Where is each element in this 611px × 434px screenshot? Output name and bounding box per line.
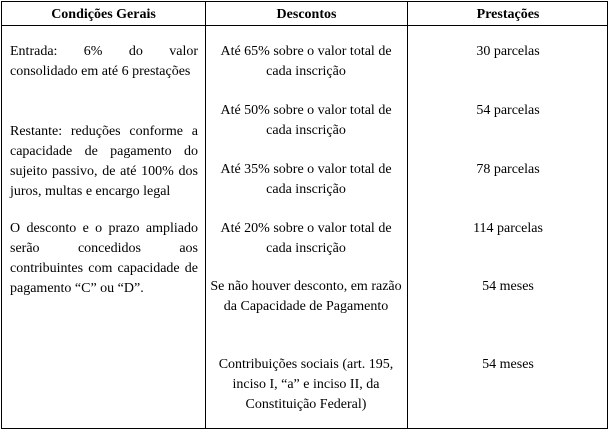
condition-desconto-prazo: O desconto e o prazo ampliado serão concedidos aos contribuintes com capacidade de pagamento “C” ou “D”. [10, 221, 198, 296]
discount-row-2: Até 50% sobre o valor total de cada inscrição [220, 103, 392, 138]
discount-row-1: Até 65% sobre o valor total de cada inscrição [220, 44, 392, 79]
installment-row-1: 30 parcelas [476, 44, 540, 59]
discount-row-6: Contribuições sociais (art. 195, inciso I, “a” e inciso II, da Constituição Federal) [218, 357, 394, 412]
condition-restante: Restante: reduções conforme a capacidade de pagamento do sujeito passivo, de até 100% dos juros, multas e encargo legal [10, 124, 198, 199]
condition-entrada: Entrada: 6% do valor consolidado em até 6 prestações [10, 44, 198, 79]
header-descontos: Descontos [276, 7, 337, 22]
discount-row-4: Até 20% sobre o valor total de cada inscrição [220, 221, 392, 256]
installment-row-6: 54 meses [482, 357, 534, 372]
header-prestacoes: Prestações [476, 7, 540, 22]
discount-row-3: Até 35% sobre o valor total de cada inscrição [220, 162, 392, 197]
installment-row-2: 54 parcelas [476, 103, 540, 118]
discount-row-5: Se não houver desconto, em razão da Capacidade de Pagamento [210, 279, 402, 314]
header-condicoes-gerais: Condições Gerais [51, 7, 156, 22]
installment-row-5: 54 meses [482, 279, 534, 294]
column-divider [205, 2, 206, 428]
installment-row-4: 114 parcelas [473, 221, 543, 236]
header-divider [2, 25, 607, 26]
installment-row-3: 78 parcelas [476, 162, 540, 177]
installment-table [1, 1, 608, 429]
